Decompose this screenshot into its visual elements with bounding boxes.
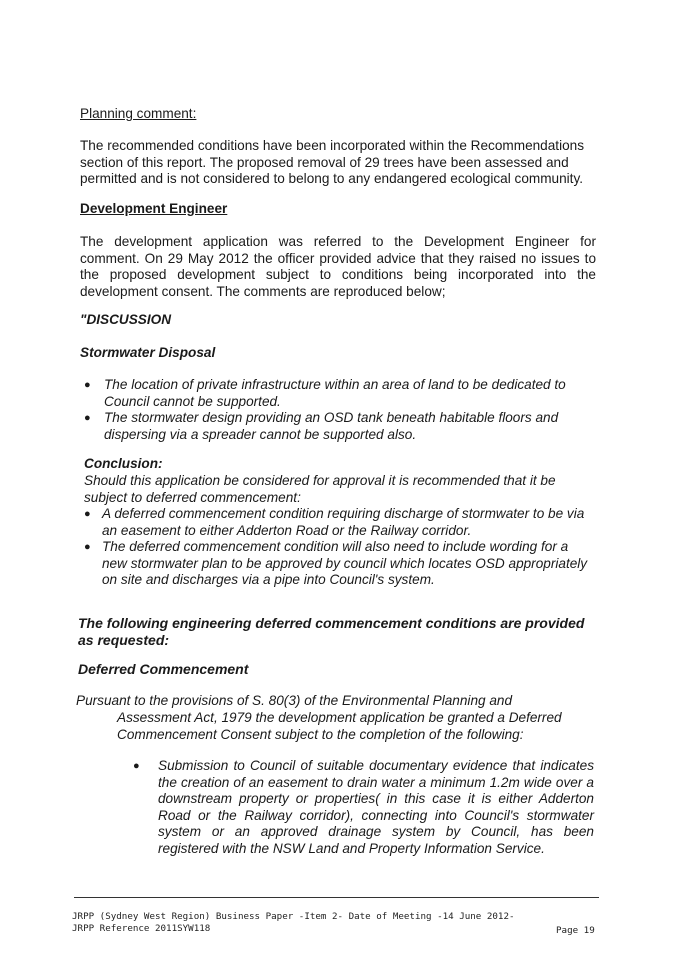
engineering-conditions-heading: The following engineering deferred commencement conditions are provided as requested: — [78, 615, 585, 648]
footer-divider — [74, 897, 599, 898]
stormwater-bullet-2: The stormwater design providing an OSD tank beneath habitable floors and dispersing via a spreader cannot be supported also. — [104, 410, 559, 442]
bullet-icon: ● — [84, 412, 91, 424]
bullet-icon: ● — [84, 541, 91, 553]
discussion-heading: "DISCUSSION — [80, 312, 172, 327]
bullet-icon: ● — [84, 508, 91, 520]
conclusion-bullet-2: The deferred commencement condition will also need to include wording for a new stormwater plan to be approved by council which locates OSD appropriately on site and discharges via a pipe into Council's system. — [102, 539, 588, 587]
conclusion-heading: Conclusion: — [84, 456, 163, 471]
deferred-intro-first-line: Pursuant to the provisions of S. 80(3) of the Environmental Planning and — [76, 693, 513, 708]
conclusion-bullet-1: A deferred commencement condition requiring discharge of stormwater to be via an easement to either Adderton Road or the Railway corridor. — [102, 506, 585, 538]
deferred-bullet-1: Submission to Council of suitable documentary evidence that indicates the creation of an easement to drain water a minimum 1.2m wide over a downstream property or properties( in this case it is either Adderton Road or the Railway corridor), connecting into Council's stormwater system or an approved drainage system by Council, has been registered with the NSW Land and Property Information Service. — [158, 758, 594, 856]
bullet-icon: ● — [133, 760, 140, 772]
footer-line-1: JRPP (Sydney West Region) Business Paper -Item 2- Date of Meeting -14 June 2012- — [72, 911, 515, 922]
conclusion-body: Should this application be considered for approval it is recommended that it be subject to deferred commencement: — [84, 473, 556, 505]
stormwater-bullet-1: The location of private infrastructure within an area of land to be dedicated to Council cannot be supported. — [104, 377, 566, 409]
planning-comment-body: The recommended conditions have been incorporated within the Recommendations section of this report. The proposed removal of 29 trees have been assessed and permitted and is not considered to belong to any endangered ecological community. — [80, 138, 585, 186]
page-number: Page 19 — [556, 925, 595, 936]
footer-line-2: JRPP Reference 2011SYW118 — [72, 923, 211, 934]
bullet-icon: ● — [84, 379, 91, 391]
planning-comment-heading: Planning comment: — [80, 106, 197, 121]
stormwater-disposal-heading: Stormwater Disposal — [80, 345, 216, 360]
deferred-commencement-heading: Deferred Commencement — [78, 661, 249, 677]
development-engineer-body: The development application was referred to the Development Engineer for comment. On 29 May 2012 the officer provided advice that they raised no issues to the proposed development subject to conditions being incorporated into the development consent. The comments are reproduced below; — [80, 234, 596, 299]
deferred-intro-rest: Assessment Act, 1979 the development application be granted a Deferred Commencement Consent subject to the completion of the following: — [117, 710, 562, 742]
development-engineer-heading: Development Engineer — [80, 201, 228, 216]
